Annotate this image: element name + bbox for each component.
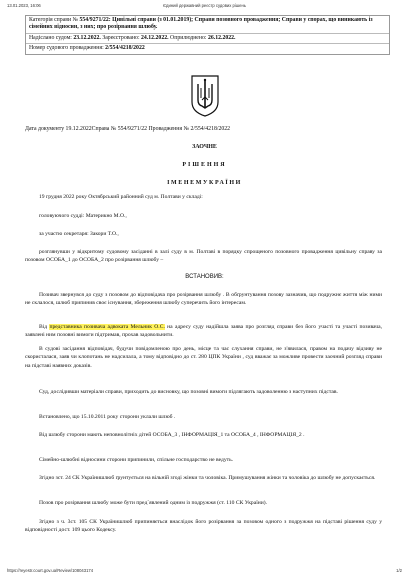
paragraph-marriage-date: Встановлено, що 15.10.2011 року сторони уклали шлюб . [39,414,176,420]
paragraph-relations: Сімейно-шлюбні відносини сторони припинили, спільне господарство не ведуть. [39,457,234,463]
proceeding-number: Номер судового провадження: 2/554/4218/2022 [29,45,145,52]
paragraph-art110: Позов про розірвання шлюбу може бути пред`явлений одним із подружжя (ст. 110 СК України). [39,500,268,506]
paragraph-claim: Позивач звернувся до суду з позовом до відповідача про розірвання шлюбу . В обґрунтування позову зазначив, що подружнє життя між ними не склалося, шлюб припинив своє існування, збереження шлюбу суперечить його інтересам. [25,292,382,307]
case-dates: Надіслано судом: 23.12.2022. Зареєстровано: 24.12.2022. Оприлюднено: 26.12.2022. [26,34,389,44]
coat-of-arms-icon [189,74,221,118]
document-line: Дата документу 19.12.2022Справа № 554/9271/22 Провадження № 2/554/4218/2022 [25,126,231,132]
case-category: Категорія справи № 554/9271/22: Цивільні справи (з 01.01.2019); Справи позовного провадження; Справи у спорах, що виникають із сімейних відносин, з них; про розірвання шлюбу. [26,16,389,34]
print-date: 13.01.2023, 16:06 [7,3,41,8]
site-title: Єдиний державний реєстр судових рішень [163,3,246,8]
paragraph-children: Від шлюбу сторони мають неповнолітніх дітей ОСОБА_3 , ІНФОРМАЦІЯ_1 та ОСОБА_4 , ІНФОРМАЦІЯ_2 . [39,432,305,438]
paragraph-defendant: В судові засідання відповідач, будучи повідомленою про день, місце та час слухання справи, не з'явилася, правом на подачу відзиву не скористалася, заяв чи клопотань не надсилала, а тому відповідно до ст. 280 ЦПК України , суд вважає за можливе провести заочний розгляд справи на підставі наявних доказів. [25,346,382,369]
page-number: 1/2 [396,568,402,573]
highlighted-text: представника позивача адвоката Мельник О.С. [49,324,165,330]
heading-established: ВСТАНОВИВ: [185,274,224,280]
paragraph-considering: розглянувши у відкритому судовому засіданні в залі суду в м. Полтаві в порядку спрощеного позовного провадження цивільну справу за позовом ОСОБА_1 до ОСОБА_2 про розірвання шлюбу – [25,249,382,264]
paragraph-judge: головуючого судді: Материкно М.О., [39,213,127,219]
page-header [7,3,402,11]
title-zaochne: ЗАОЧНЕ [192,144,217,150]
paragraph-court: 19 грудня 2022 року Октябрський районний суд м. Полтави у складі: [39,194,203,200]
paragraph-secretary: за участю секретаря: Закори Т.О., [39,231,119,237]
title-imenem: ІМЕНЕМУКРАЇНИ [167,180,242,186]
paragraph-representative: Від представника позивача адвоката Мельник О.С. на адресу суду надійшла заява про розгляд справи без його участі та участі позивача, заявлені ним позовні вимоги підтримав, прохав задовольнити. [25,324,383,339]
page-url: https://reyestr.court.gov.ua/Review/108043174 [7,568,94,573]
case-meta-box [25,15,390,55]
paragraph-art24: Згідно зст. 24 СК Українишлюб ґрунтується на вільній згоді жінки та чоловіка. Примушування жінки та чоловіка до шлюбу не допускається. [39,475,376,481]
paragraph-art105: Згідно з ч. 3ст. 105 СК Українишлюб припиняється внаслідок його розірвання за позовом одного з подружжя на підставі рішення суду у відповідності дост. 109 цього Кодексу. [25,519,382,534]
paragraph-conclusion: Суд, дослідивши матеріали справи, приходить до висновку, що позовні вимоги підлягають задоволенню з наступних підстав. [39,389,338,395]
page-footer [7,568,402,576]
title-rishennia: РІШЕННЯ [182,162,227,168]
